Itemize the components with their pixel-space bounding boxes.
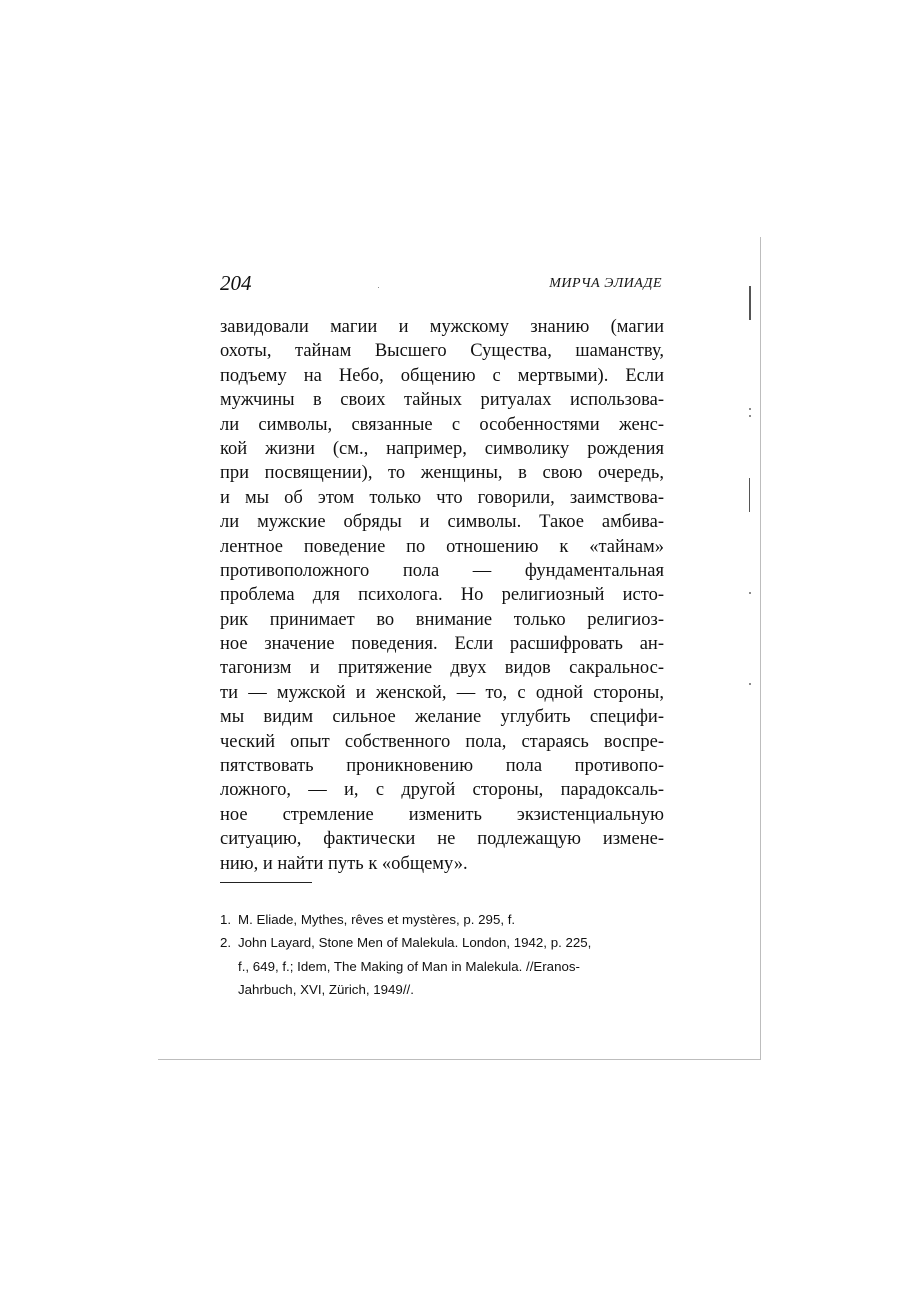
scan-mark <box>749 286 751 320</box>
body-line: завидовали магии и мужскому знанию (магии <box>220 317 664 337</box>
body-text <box>220 315 664 876</box>
running-header <box>220 268 662 298</box>
scan-mark <box>749 478 750 512</box>
footnote-number: 2. <box>220 935 232 951</box>
body-line: проблема для психолога. Но религиозный исто- <box>220 585 664 606</box>
page-number: 204 <box>220 271 252 295</box>
body-line: тагонизм и притяжение двух видов сакральнос- <box>220 658 664 679</box>
body-line: пятствовать проникновению пола противопо- <box>220 756 664 777</box>
body-line: противоположного пола — фундаментальная <box>220 560 664 581</box>
body-line: кой жизни (см., например, символику рождения <box>220 438 664 459</box>
body-line: ли мужские обряды и символы. Такое амбива- <box>220 512 664 533</box>
body-line: ти — мужской и женской, — то, с одной стороны, <box>220 682 664 703</box>
body-line: ное значение поведения. Если расшифровать ан- <box>220 634 664 655</box>
body-line: охоты, тайнам Высшего Существа, шаманству, <box>220 341 664 362</box>
scan-dot <box>749 683 751 685</box>
footnote-line: John Layard, Stone Men of Malekula. London, 1942, p. 225, <box>238 935 592 951</box>
body-line: подъему на Небо, общению с мертвыми). Если <box>220 365 664 386</box>
body-line: и мы об этом только что говорили, заимствова- <box>220 487 664 508</box>
page-edge-bottom <box>158 1059 761 1060</box>
body-line: ситуацию, фактически не подлежащую измене- <box>220 829 664 850</box>
body-line: мужчины в своих тайных ритуалах использова- <box>220 390 664 411</box>
scan-dot <box>749 408 751 410</box>
running-title: МИРЧА ЭЛИАДЕ <box>549 276 662 291</box>
body-line: нию, и найти путь к «общему». <box>220 853 468 874</box>
body-line: мы видим сильное желание углубить специфи- <box>220 707 664 728</box>
body-line: ческий опыт собственного пола, стараясь воспре- <box>220 731 664 752</box>
page-edge-right <box>760 237 761 1060</box>
body-line: при посвящении), то женщины, в свою очередь, <box>220 463 664 484</box>
footnote-rule <box>220 882 312 883</box>
footnote-number: 1. <box>220 912 232 927</box>
footnote <box>220 908 670 931</box>
footnote-line: M. Eliade, Mythes, rêves et mystères, p. 295, f. <box>238 912 516 927</box>
scan-dot <box>749 415 751 417</box>
body-line: ложного, — и, с другой стороны, парадоксаль- <box>220 780 664 801</box>
footnote <box>220 931 670 1001</box>
footnote-line: f., 649, f.; Idem, The Making of Man in Malekula. //Eranos- <box>238 958 580 974</box>
body-line: ли символы, связанные с особенностями женс- <box>220 414 664 435</box>
footnotes <box>220 908 670 1001</box>
body-line: рик принимает во внимание только религиоз- <box>220 609 664 630</box>
body-line: лентное поведение по отношению к «тайнам» <box>220 536 664 557</box>
scan-dot <box>749 592 751 594</box>
footnote-line: Jahrbuch, XVI, Zürich, 1949//. <box>238 981 414 997</box>
body-line: ное стремление изменить экзистенциальную <box>220 804 664 825</box>
